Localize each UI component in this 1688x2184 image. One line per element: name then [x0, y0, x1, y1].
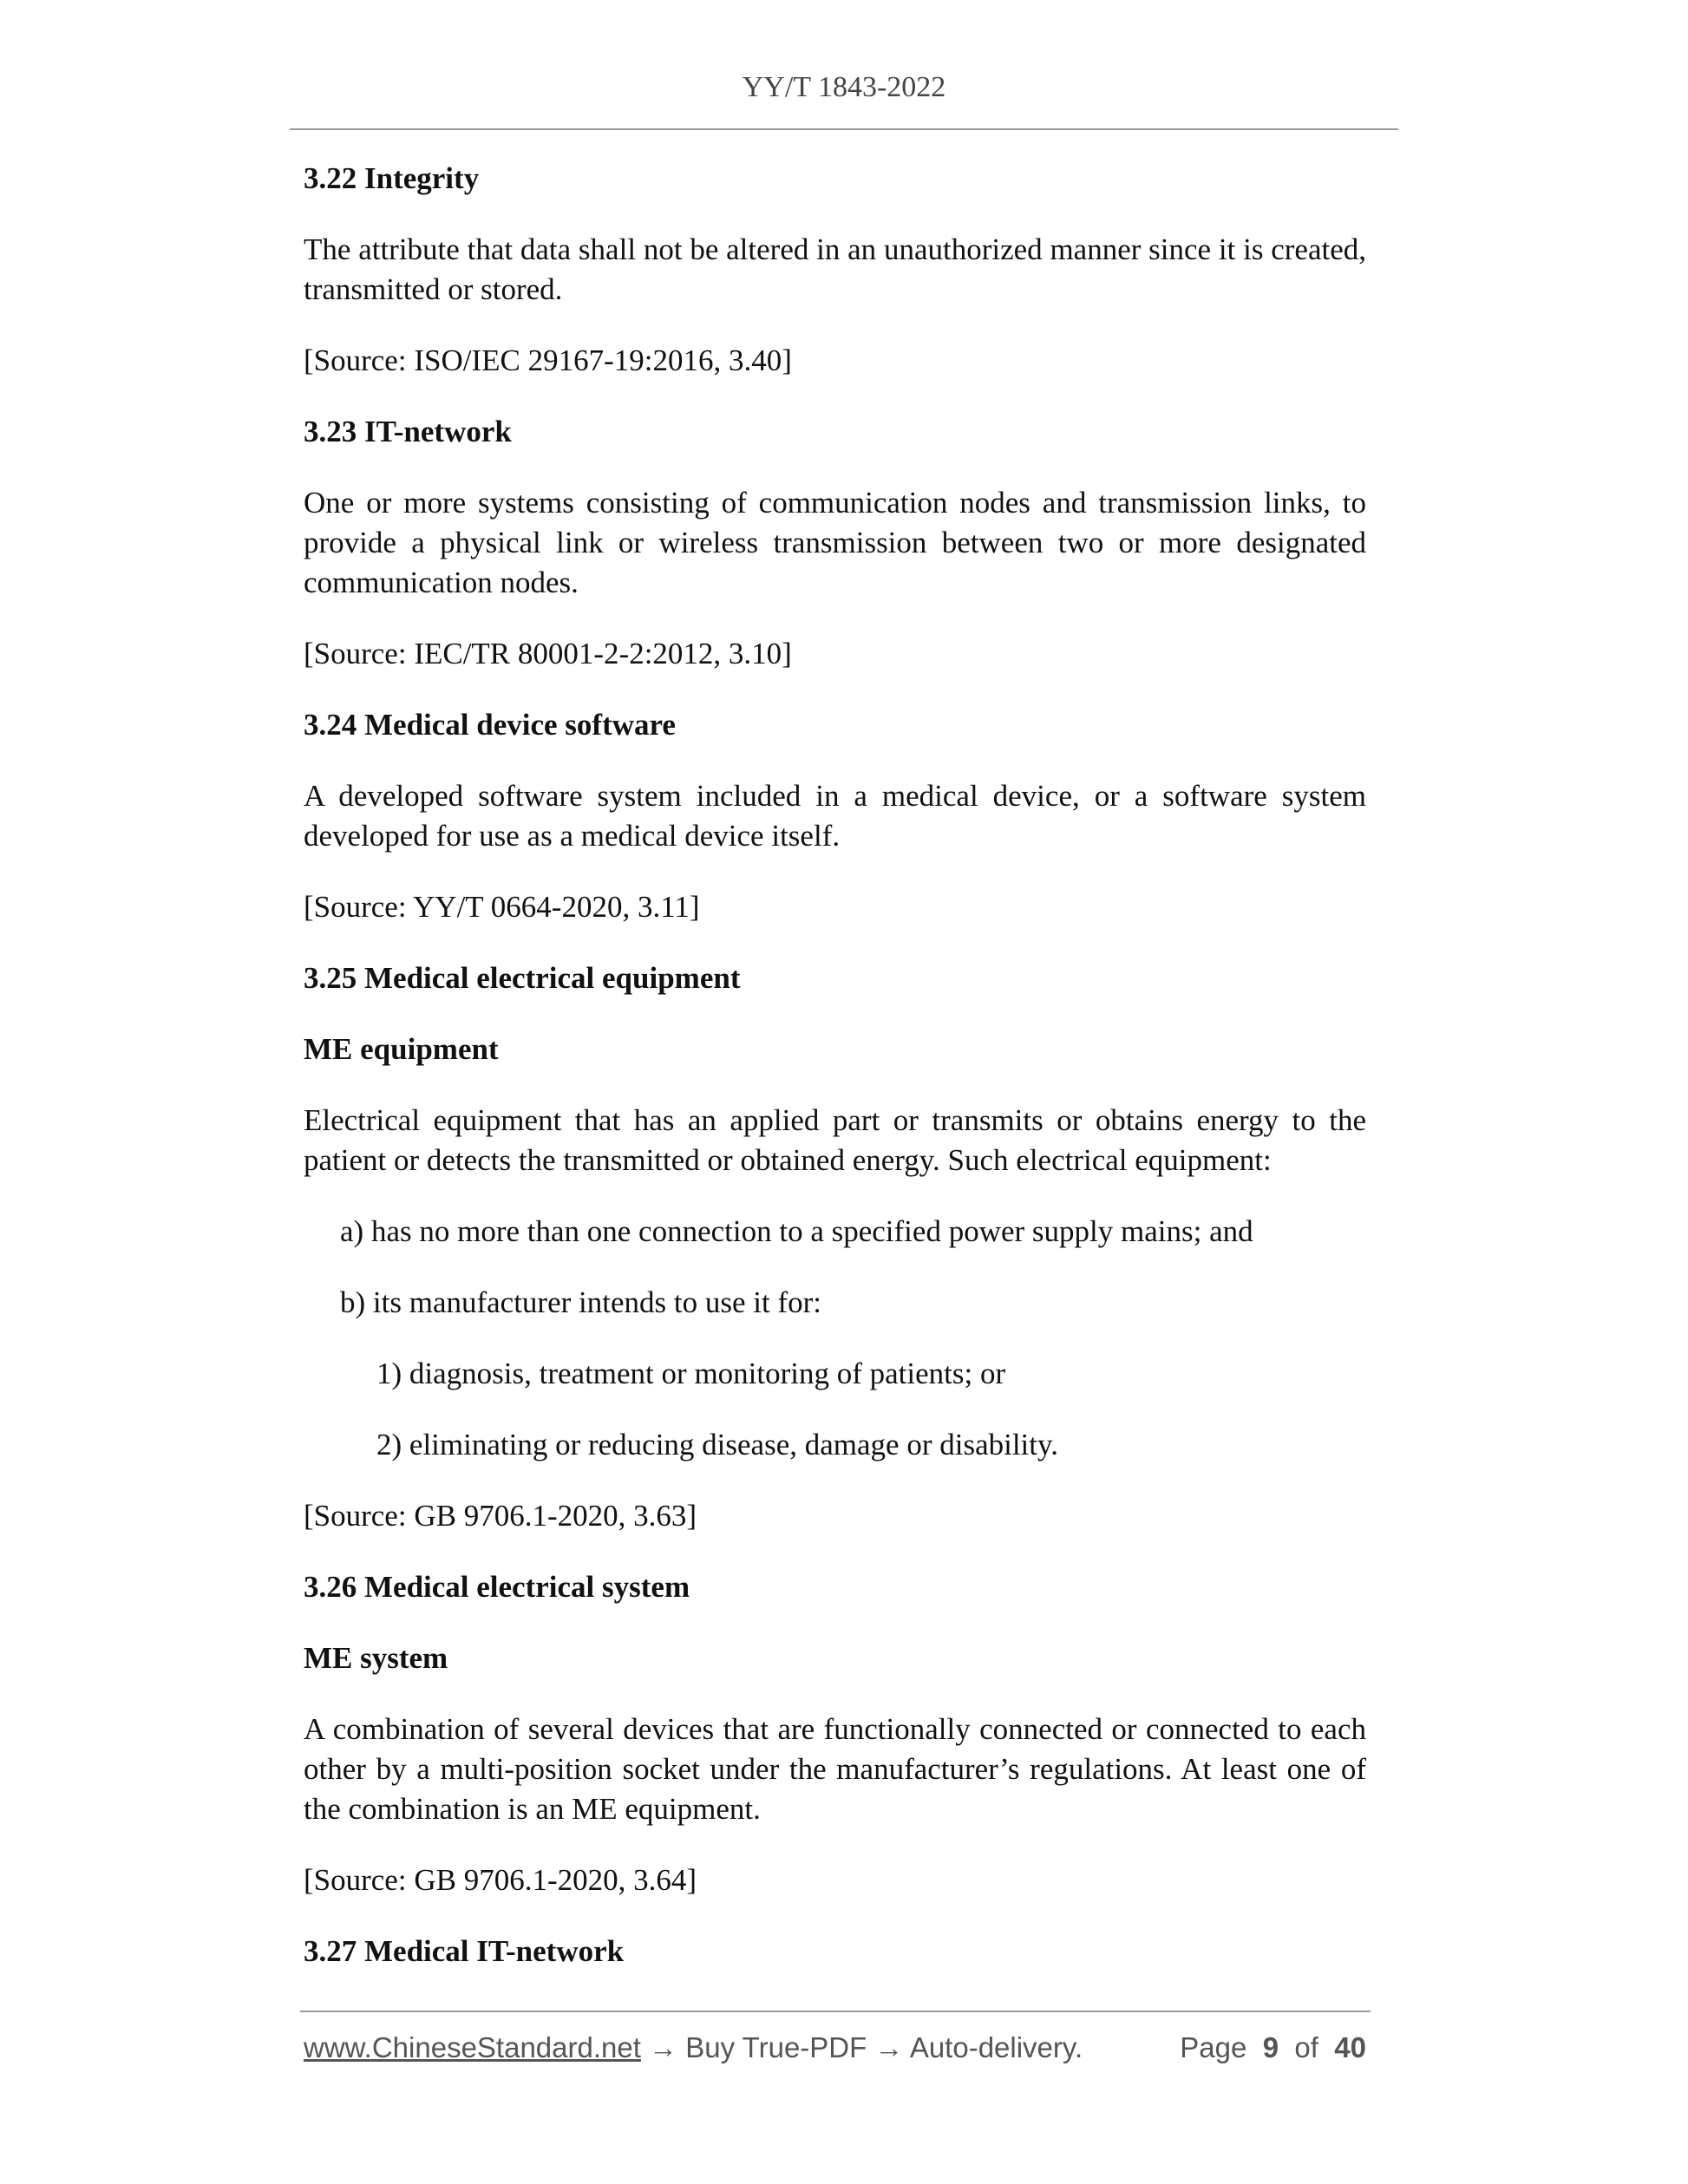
definition-text: Electrical equipment that has an applied part or transmits or obtains energy to the patient or detects the transmitted or obtained energy. Such electrical equipment: [304, 1103, 1366, 1177]
section-heading-3-24: 3.24 Medical device software [304, 708, 676, 742]
source-citation: [Source: GB 9706.1-2020, 3.64] [304, 1863, 697, 1897]
list-item-a: a) has no more than one connection to a specified power supply mains; and [340, 1214, 1253, 1248]
sub-list-item-2: 2) eliminating or reducing disease, damage or disability. [376, 1428, 1058, 1461]
source-citation: [Source: IEC/TR 80001-2-2:2012, 3.10] [304, 637, 792, 670]
definition-text: The attribute that data shall not be altered in an unauthorized manner since it is created, transmitted or stored. [304, 232, 1366, 306]
section-heading-3-25: 3.25 Medical electrical equipment [304, 961, 741, 995]
source-citation: [Source: ISO/IEC 29167-19:2016, 3.40] [304, 343, 792, 377]
source-citation: [Source: GB 9706.1-2020, 3.63] [304, 1499, 697, 1533]
site-link[interactable]: www.ChineseStandard.net [304, 2031, 641, 2063]
alternate-term: ME equipment [304, 1032, 499, 1066]
section-heading-3-27: 3.27 Medical IT-network [304, 1934, 625, 1968]
list-item-b: b) its manufacturer intends to use it for: [340, 1285, 821, 1319]
footer-divider [300, 2011, 1371, 2012]
page-footer [304, 2031, 1366, 2070]
section-heading-3-23: 3.23 IT-network [304, 415, 512, 448]
total-pages-number: 40 [1334, 2031, 1366, 2063]
of-label: of [1294, 2031, 1318, 2063]
sub-list-item-1: 1) diagnosis, treatment or monitoring of patients; or [376, 1357, 1006, 1390]
source-citation: [Source: YY/T 0664-2020, 3.11] [304, 890, 700, 924]
promo-text: → Buy True-PDF → Auto-delivery. [640, 2031, 1083, 2063]
current-page-number: 9 [1262, 2031, 1279, 2063]
section-heading-3-26: 3.26 Medical electrical system [304, 1570, 690, 1604]
alternate-term: ME system [304, 1641, 448, 1675]
footer-promo [304, 2031, 1083, 2064]
definition-text: A developed software system included in a medical device, or a software system developed for use as a medical device itself. [304, 779, 1366, 853]
header-divider [290, 128, 1398, 130]
definition-text: A combination of several devices that are functionally connected or connected to each other by a multi-position socket under the manufacturer’s regulations. At least one of the combination is an ME equipment. [304, 1712, 1366, 1826]
page-counter [1180, 2031, 1366, 2064]
page-header: YY/T 1843-2022 [742, 71, 946, 103]
definition-text: One or more systems consisting of communication nodes and transmission links, to provide a physical link or wireless transmission between two or more designated communication nodes. [304, 486, 1366, 599]
document-body [304, 159, 1366, 2003]
page-label: Page [1180, 2031, 1247, 2063]
section-heading-3-22: 3.22 Integrity [304, 161, 480, 195]
